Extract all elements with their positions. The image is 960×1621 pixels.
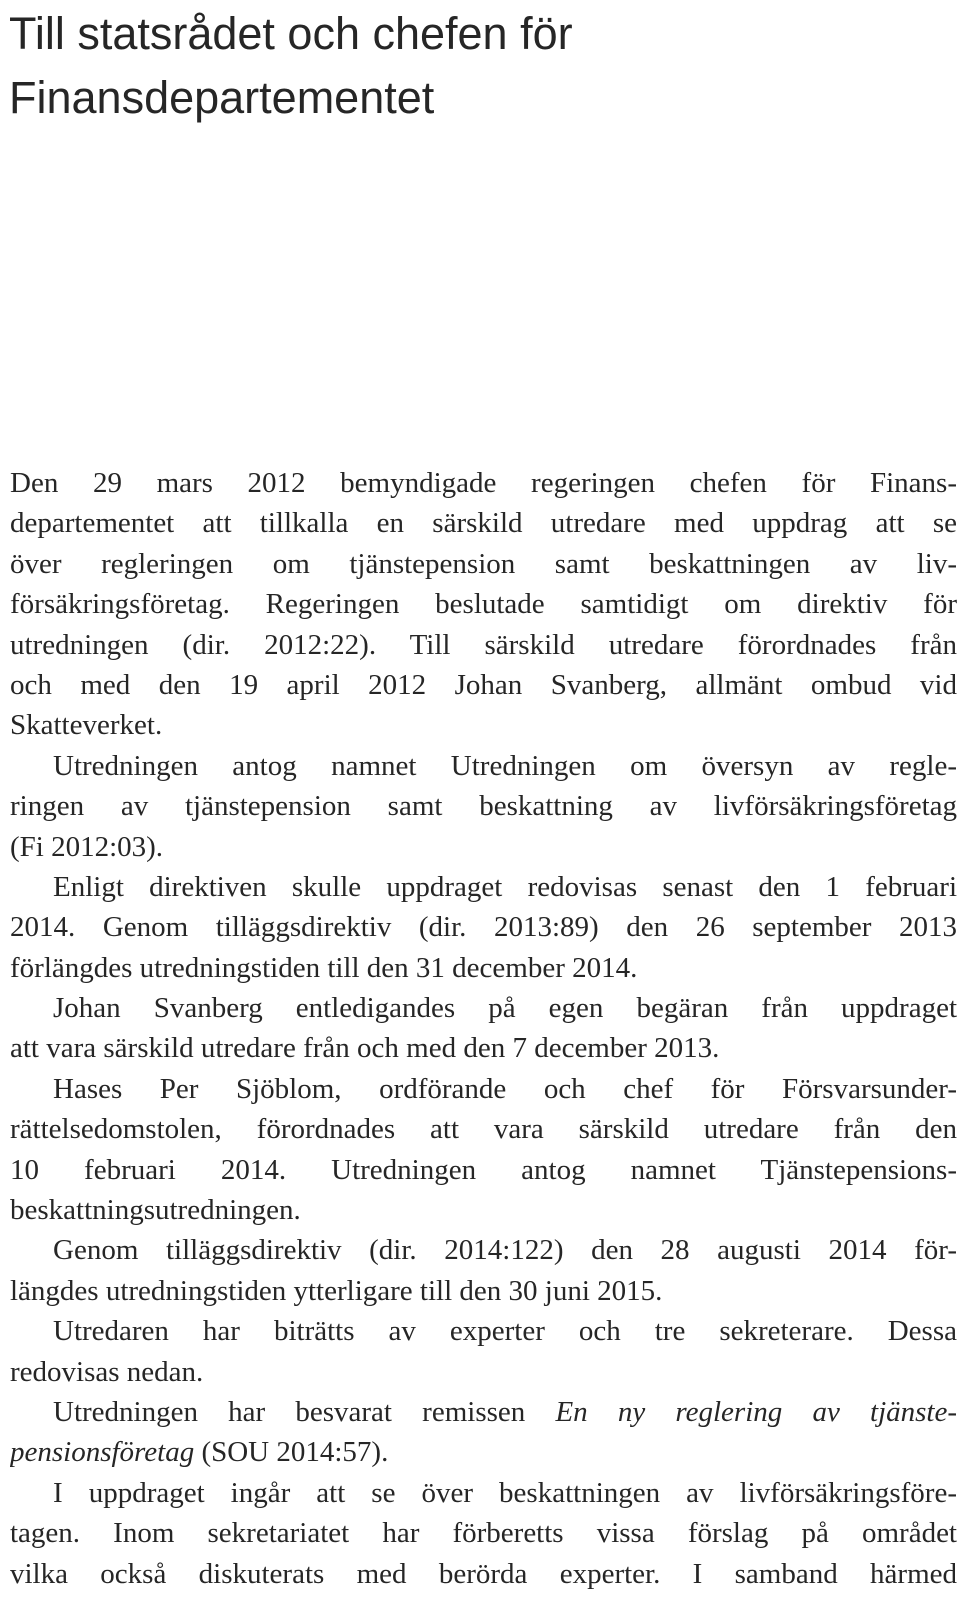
text-line: Den 29 mars 2012 bemyndigade regeringen chefen för Finans- (10, 467, 957, 499)
text-line: rättelsedomstolen, förordnades att vara särskild utredare från den (10, 1113, 957, 1146)
remiss-title-part-1: En ny reglering av tjänste- (555, 1395, 957, 1428)
text-line: vilka också diskuterats med berörda experter. I samband härmed (10, 1557, 957, 1590)
text-line: Skatteverket. (10, 709, 163, 742)
text-line: beskattningsutredningen. (10, 1194, 301, 1227)
text-line: och med den 19 april 2012 Johan Svanberg, allmänt ombud vid (10, 668, 957, 701)
text-line: Genom tilläggsdirektiv (dir. 2014:122) den 28 augusti 2014 för- (53, 1234, 957, 1267)
page-title-line-1: Till statsrådet och chefen för (9, 8, 573, 59)
text-line: I uppdraget ingår att se över beskattningen av livförsäkringsföre- (53, 1476, 957, 1509)
text-line: ringen av tjänstepension samt beskattning av livförsäkringsföretag (10, 790, 957, 823)
text-line: departementet att tillkalla en särskild utredare med uppdrag att se (10, 507, 957, 540)
text-line: redovisas nedan. (10, 1355, 204, 1388)
text-line: att vara särskild utredare från och med den 7 december 2013. (10, 1032, 720, 1065)
page-title-line-2: Finansdepartementet (9, 72, 435, 123)
text-line: Utredningen antog namnet Utredningen om översyn av regle- (53, 749, 957, 782)
text-line: Utredaren har biträtts av experter och tre sekreterare. Dessa (53, 1315, 957, 1348)
text-line: 10 februari 2014. Utredningen antog namnet Tjänstepensions- (10, 1153, 957, 1186)
remiss-suffix: (SOU 2014:57). (194, 1436, 389, 1469)
text-line: längdes utredningstiden ytterligare till den 30 juni 2015. (10, 1274, 663, 1307)
text-line: 2014. Genom tilläggsdirektiv (dir. 2013:89) den 26 september 2013 (10, 911, 957, 944)
text-line-remiss (10, 1392, 957, 1432)
remiss-title-part-2: pensionsföretag (10, 1436, 195, 1469)
text-line: utredningen (dir. 2012:22). Till särskild utredare förordnades från (10, 628, 957, 661)
text-line: (Fi 2012:03). (10, 830, 164, 863)
text-line: försäkringsföretag. Regeringen beslutade samtidigt om direktiv för (10, 588, 957, 621)
page-title (9, 2, 939, 130)
text-line: tagen. Inom sekretariatet har förberetts vissa förslag på området (10, 1517, 957, 1550)
body-text (10, 463, 957, 1594)
text-line-remiss (10, 1432, 957, 1472)
text-line: Enligt direktiven skulle uppdraget redovisas senast den 1 februari (53, 870, 957, 903)
text-line: över regleringen om tjänstepension samt beskattningen av liv- (10, 547, 957, 580)
text-line: Hases Per Sjöblom, ordförande och chef för Försvarsunder- (53, 1072, 957, 1105)
text-line: förlängdes utredningstiden till den 31 december 2014. (10, 951, 638, 984)
text-line: Johan Svanberg entledigandes på egen begäran från uppdraget (53, 992, 957, 1025)
remiss-prefix: Utredningen har besvarat remissen (53, 1395, 556, 1428)
